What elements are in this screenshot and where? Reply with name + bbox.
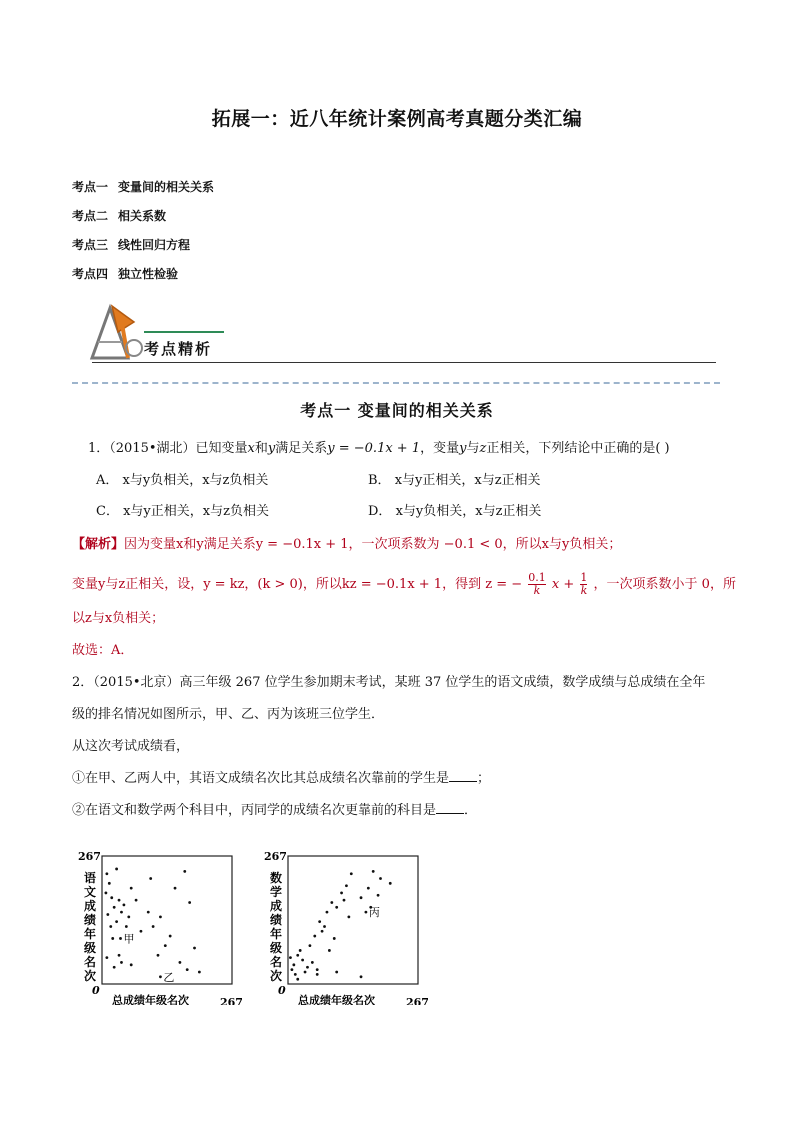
data-point xyxy=(330,901,333,904)
plot-frame xyxy=(288,856,418,984)
x-tick-label: 267 xyxy=(220,996,243,1005)
data-point xyxy=(118,954,121,957)
q2-line-4 xyxy=(72,770,490,788)
data-point xyxy=(343,899,346,902)
fraction-den: k xyxy=(533,584,541,597)
labeled-point xyxy=(119,937,122,940)
analysis-line-2 xyxy=(72,572,736,597)
q2-text: ②在语文和数学两个科目中，丙同学的成绩名次更靠前的科目是 xyxy=(72,803,437,818)
origin-label: 0 xyxy=(278,984,286,997)
analysis-text: ，一次项系数小于 0，所 xyxy=(593,577,736,592)
scatter-chart-chinese xyxy=(76,840,246,1009)
data-point xyxy=(115,920,118,923)
data-point xyxy=(115,868,118,871)
data-point xyxy=(193,947,196,950)
data-point xyxy=(188,901,191,904)
data-point xyxy=(120,911,123,914)
y-axis-label-char: 级 xyxy=(84,941,97,955)
data-point xyxy=(123,903,126,906)
option-text: x与y正相关，x与z正相关 xyxy=(394,473,541,488)
data-point xyxy=(125,925,128,928)
option-b[interactable] xyxy=(368,472,541,490)
data-point xyxy=(120,961,123,964)
data-point xyxy=(198,971,201,974)
x-axis-label: 总成绩年级名次 xyxy=(298,994,375,1005)
data-point xyxy=(290,968,293,971)
data-point xyxy=(164,944,167,947)
data-point xyxy=(147,911,150,914)
toc-label: 相关系数 xyxy=(118,209,167,223)
ruler-compass-icon xyxy=(88,302,144,366)
y-axis-label-char: 名 xyxy=(270,955,283,969)
labeled-point xyxy=(365,911,368,914)
banner-accent xyxy=(144,331,224,333)
analysis-line-1 xyxy=(72,536,621,554)
data-point xyxy=(105,872,108,875)
toc-item-2 xyxy=(72,207,166,224)
toc-num: 考点四 xyxy=(72,267,109,281)
data-point xyxy=(157,954,160,957)
data-point xyxy=(301,959,304,962)
y-axis-label-char: 成 xyxy=(84,899,97,913)
point-label: 乙 xyxy=(163,970,175,984)
q2-text: ①在甲、乙两人中，其语文成绩名次比其总成绩名次靠前的学生是 xyxy=(72,771,450,786)
option-a[interactable] xyxy=(96,472,268,490)
y-axis-label-char: 学 xyxy=(270,885,283,899)
y-axis-label-char: 绩 xyxy=(270,913,283,927)
analysis-text: x + xyxy=(551,577,575,592)
data-point xyxy=(292,963,295,966)
option-c[interactable] xyxy=(96,503,269,521)
q1-stem-b: 满足关系 xyxy=(275,441,328,456)
data-point xyxy=(309,944,312,947)
q1-stem-a: 1．（2015•湖北）已知变量 xyxy=(88,441,248,456)
data-point xyxy=(306,966,309,969)
data-point xyxy=(377,894,380,897)
data-point xyxy=(118,899,121,902)
var-x: x xyxy=(247,441,255,456)
toc-item-3 xyxy=(72,236,190,253)
analysis-tag: 【解析】 xyxy=(72,537,125,552)
q1-he: 和 xyxy=(254,441,268,456)
data-point xyxy=(174,887,177,890)
option-letter: C． xyxy=(96,504,119,519)
option-letter: B． xyxy=(368,473,391,488)
data-point xyxy=(294,973,297,976)
y-axis-label-char: 次 xyxy=(270,969,283,983)
data-point xyxy=(179,961,182,964)
q2-text: ； xyxy=(477,771,491,786)
data-point xyxy=(109,925,112,928)
y-axis-label-char: 语 xyxy=(84,871,97,885)
data-point xyxy=(113,966,116,969)
data-point xyxy=(130,963,133,966)
data-point xyxy=(340,892,343,895)
data-point xyxy=(321,930,324,933)
answer-blank[interactable] xyxy=(436,802,464,814)
data-point xyxy=(316,968,319,971)
data-point xyxy=(313,935,316,938)
q2-line-5 xyxy=(72,802,477,820)
var-z: z xyxy=(479,441,487,456)
analysis-text: 变量y与z正相关，设，y = kz，(k > 0)，所以kz = −0.1x + 1，得到 z = − xyxy=(72,577,523,592)
y-axis-label-char: 名 xyxy=(84,955,97,969)
data-point xyxy=(169,935,172,938)
point-label: 丙 xyxy=(368,906,380,920)
section-title: 考点一 变量间的相关关系 xyxy=(300,401,494,420)
data-point xyxy=(106,913,109,916)
y-tick-label: 267 xyxy=(78,850,101,863)
chart-svg xyxy=(76,840,246,1005)
toc-label: 线性回归方程 xyxy=(118,238,191,252)
q1-stem xyxy=(88,440,670,458)
data-point xyxy=(183,870,186,873)
data-point xyxy=(108,882,111,885)
data-point xyxy=(379,877,382,880)
option-d[interactable] xyxy=(368,503,541,521)
option-letter: D． xyxy=(368,504,392,519)
origin-label: 0 xyxy=(92,984,100,997)
data-point xyxy=(316,973,319,976)
plot-frame xyxy=(102,856,232,984)
data-point xyxy=(335,971,338,974)
data-point xyxy=(333,937,336,940)
data-point xyxy=(372,870,375,873)
data-point xyxy=(289,956,292,959)
data-point xyxy=(296,978,299,981)
data-point xyxy=(326,911,329,914)
chart-svg xyxy=(262,840,432,1005)
y-axis-label-char: 绩 xyxy=(84,913,97,927)
fraction-1 xyxy=(528,572,546,597)
x-tick-label: 267 xyxy=(406,996,429,1005)
data-point xyxy=(318,920,321,923)
answer-blank[interactable] xyxy=(449,770,477,782)
data-point xyxy=(140,930,143,933)
toc-label: 独立性检验 xyxy=(118,267,179,281)
x-axis-label: 总成绩年级名次 xyxy=(112,994,189,1005)
q1-stem-e: 正相关，下列结论中正确的是( ) xyxy=(486,441,670,456)
toc-num: 考点一 xyxy=(72,180,109,194)
q1-stem-d: 与 xyxy=(466,441,480,456)
answer-line: 故选：A． xyxy=(72,643,134,658)
y-axis-label-char: 次 xyxy=(84,969,97,983)
banner-underline xyxy=(92,362,716,363)
q2-line-1: 2．（2015•北京）高三年级 267 位学生参加期末考试，某班 37 位学生的语文成绩，数学成绩与总成绩在全年 xyxy=(72,675,706,690)
y-tick-label: 267 xyxy=(264,850,287,863)
fraction-den: k xyxy=(580,584,588,597)
data-point xyxy=(360,975,363,978)
q1-stem-c: ，变量 xyxy=(420,441,460,456)
y-axis-label-char: 文 xyxy=(84,885,97,899)
data-point xyxy=(347,915,350,918)
option-text: x与y正相关，x与z负相关 xyxy=(123,504,269,519)
toc-item-1 xyxy=(72,178,214,195)
toc-label: 变量间的相关关系 xyxy=(118,180,215,194)
y-axis-label-char: 年 xyxy=(84,927,97,941)
data-point xyxy=(345,884,348,887)
data-point xyxy=(389,882,392,885)
fraction-2 xyxy=(580,572,587,597)
data-point xyxy=(104,892,107,895)
data-point xyxy=(360,896,363,899)
var-y: y xyxy=(267,441,276,456)
data-point xyxy=(159,915,162,918)
point-label: 甲 xyxy=(123,932,135,946)
y-axis-label-char: 年 xyxy=(270,927,283,941)
q2-line-3: 从这次考试成绩看， xyxy=(72,739,190,754)
data-point xyxy=(311,961,314,964)
toc-num: 考点二 xyxy=(72,209,109,223)
banner-label: 考点精析 xyxy=(144,340,213,358)
toc-num: 考点三 xyxy=(72,238,109,252)
data-point xyxy=(110,896,113,899)
data-point xyxy=(135,899,138,902)
data-point xyxy=(149,877,152,880)
q1-formula: y = −0.1x + 1 xyxy=(327,441,421,456)
page-title: 拓展一：近八年统计案例高考真题分类汇编 xyxy=(211,108,583,130)
data-point xyxy=(328,949,331,952)
data-point xyxy=(130,887,133,890)
data-point xyxy=(335,906,338,909)
q2-line-2: 级的排名情况如图所示，甲、乙、丙为该班三位学生． xyxy=(72,707,385,722)
data-point xyxy=(304,971,307,974)
data-point xyxy=(296,954,299,957)
y-axis-label-char: 成 xyxy=(270,899,283,913)
data-point xyxy=(113,906,116,909)
labeled-point xyxy=(159,975,162,978)
analysis-line-3: 以z与x负相关； xyxy=(72,611,165,626)
var-y: y xyxy=(459,441,467,456)
toc-item-4 xyxy=(72,265,178,282)
data-point xyxy=(152,925,155,928)
option-text: x与y负相关，x与z正相关 xyxy=(395,504,542,519)
y-axis-label-char: 级 xyxy=(270,941,283,955)
section-divider xyxy=(72,382,720,384)
data-point xyxy=(105,956,108,959)
q2-text: ． xyxy=(464,803,478,818)
data-point xyxy=(323,925,326,928)
analysis-text: 因为变量x和y满足关系y = −0.1x + 1，一次项系数为 −0.1 < 0，所以x与y负相关； xyxy=(124,537,622,552)
option-text: x与y负相关，x与z负相关 xyxy=(122,473,269,488)
y-axis-label-char: 数 xyxy=(270,871,283,885)
data-point xyxy=(367,887,370,890)
data-point xyxy=(186,968,189,971)
data-point xyxy=(350,872,353,875)
fraction-num: 0.1 xyxy=(528,571,546,584)
fraction-num: 1 xyxy=(580,571,588,584)
data-point xyxy=(111,937,114,940)
option-letter: A． xyxy=(96,473,119,488)
data-point xyxy=(299,949,302,952)
scatter-chart-math xyxy=(262,840,432,1009)
data-point xyxy=(127,915,130,918)
